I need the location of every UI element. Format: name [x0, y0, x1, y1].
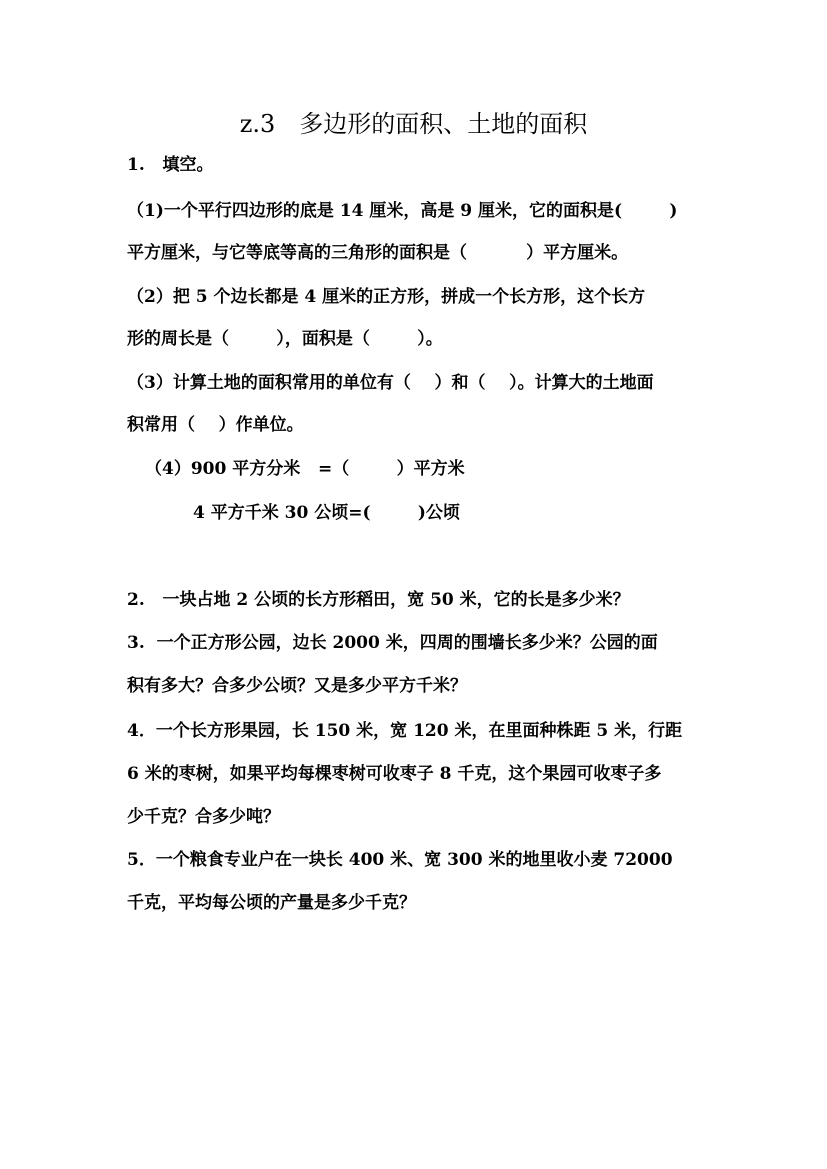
question-2: 2. 一块占地 2 公顷的长方形稻田，宽 50 米，它的长是多少米？ [127, 590, 630, 610]
question-4-line-1: 4．一个长方形果园，长 150 米，宽 120 米，在里面种株距 5 米，行距 [127, 721, 683, 741]
question-3-line-1: 3. 一个正方形公园，边长 2000 米，四周的围墙长多少米？公园的面 [127, 633, 658, 653]
question-1-item-3-line-2: 积常用（ ）作单位。 [127, 415, 304, 435]
question-4-line-2: 6 米的枣树，如果平均每棵枣树可收枣子 8 千克，这个果园可收枣子多 [127, 764, 662, 784]
question-1-item-4-line-2: 4 平方千米 30 公顷=( )公顷 [193, 503, 460, 523]
question-5-line-1: 5．一个粮食专业户在一块长 400 米、宽 300 米的地里收小麦 72000 [127, 850, 673, 870]
question-1-item-2-line-1: （2）把 5 个边长都是 4 厘米的正方形，拼成一个长方形，这个长方 [127, 287, 646, 307]
question-3-line-2: 积有多大？合多少公顷？又是多少平方千米？ [127, 676, 467, 696]
question-1-heading: 1. 填空。 [127, 155, 214, 175]
question-4-line-3: 少千克？合多少吨？ [127, 807, 280, 827]
question-1-item-2-line-2: 形的周长是（ ），面积是（ ）。 [127, 329, 443, 349]
question-1-item-1-line-2: 平方厘米，与它等底等高的三角形的面积是（ ）平方厘米。 [127, 243, 629, 263]
question-1-item-3-line-1: （3）计算土地的面积常用的单位有（ ）和（ ）。计算大的土地面 [127, 373, 654, 393]
page-title: z.3 多边形的面积、土地的面积 [239, 110, 588, 138]
question-1-item-4-line-1: （4）900 平方分米 =（ ）平方米 [145, 459, 465, 479]
question-1-item-1-line-1: （1)一个平行四边形的底是 14 厘米，高是 9 厘米，它的面积是( ) [127, 201, 678, 221]
question-5-line-2: 千克，平均每公顷的产量是多少千克？ [127, 893, 416, 913]
